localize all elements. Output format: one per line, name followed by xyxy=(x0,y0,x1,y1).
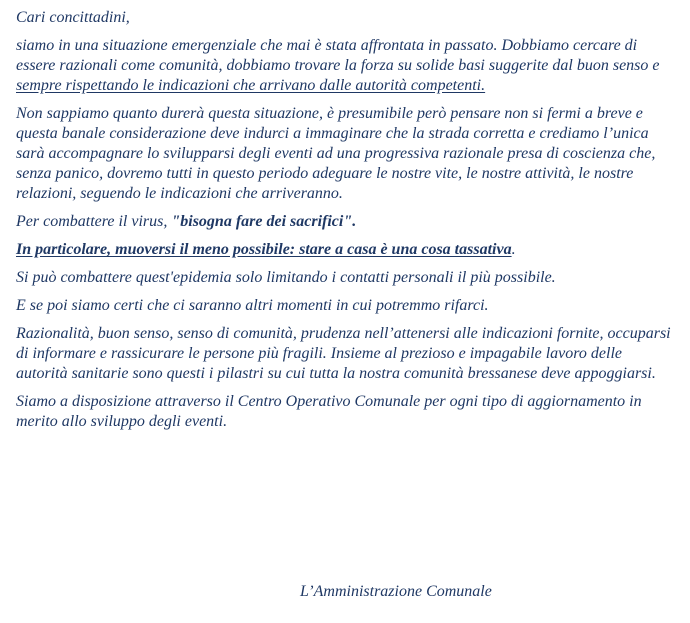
signature: L’Amministrazione Comunale xyxy=(300,583,492,600)
greeting: Cari concittadini, xyxy=(16,9,130,26)
paragraph-situation xyxy=(16,36,672,96)
underlined-authorities-note: sempre rispettando le indicazioni che arrivano dalle autorità competenti. xyxy=(16,77,486,94)
letter-body xyxy=(16,8,672,440)
paragraph-sacrifices-text: Per combattere il virus, xyxy=(16,213,172,230)
paragraph-situation-text: siamo in una situazione emergenziale che mai è stata affrontata in passato. Dobbiamo cercare di essere razionali come comunità, dobbiamo trovare la forza su solide basi suggerite dal buon senso e xyxy=(16,37,660,74)
stay-home-period: . xyxy=(511,241,516,258)
paragraph-pillars: Razionalità, buon senso, senso di comunità, prudenza nell’attenersi alle indicazioni fornite, occuparsi di informare e rassicurare le persone più fragili. Insieme al prezioso e impagabile lavoro delle autorità sanitarie sono questi i pilastri su cui tutta la nostra comunità bressanese deve appoggiarsi. xyxy=(16,325,671,382)
bold-underlined-stay-home: In particolare, muoversi il meno possibile: stare a casa è una cosa tassativa xyxy=(16,241,512,258)
paragraph-future: E se poi siamo certi che ci saranno altri momenti in cui potremmo rifarci. xyxy=(16,297,489,314)
paragraph-duration: Non sappiamo quanto durerà questa situazione, è presumibile però pensare non si fermi a breve e questa banale considerazione deve indurci a immaginare che la strada corretta e crediamo l’unica sarà accompagnare lo svilupparsi degli eventi ad una progressiva razionale presa di coscienza che, senza panico, dovremo tutti in questo periodo adeguare le nostre vite, le nostre attività, le nostre relazioni, seguendo le indicazioni che arriveranno. xyxy=(16,105,656,202)
paragraph-stay-home xyxy=(16,240,672,260)
paragraph-contacts: Si può combattere quest'epidemia solo limitando i contatti personali il più possibile. xyxy=(16,269,556,286)
bold-sacrifices-quote: "bisogna fare dei sacrifici". xyxy=(171,213,357,230)
paragraph-sacrifices xyxy=(16,212,672,232)
paragraph-availability: Siamo a disposizione attraverso il Centro Operativo Comunale per ogni tipo di aggiornamento in merito allo sviluppo degli eventi. xyxy=(16,393,642,430)
